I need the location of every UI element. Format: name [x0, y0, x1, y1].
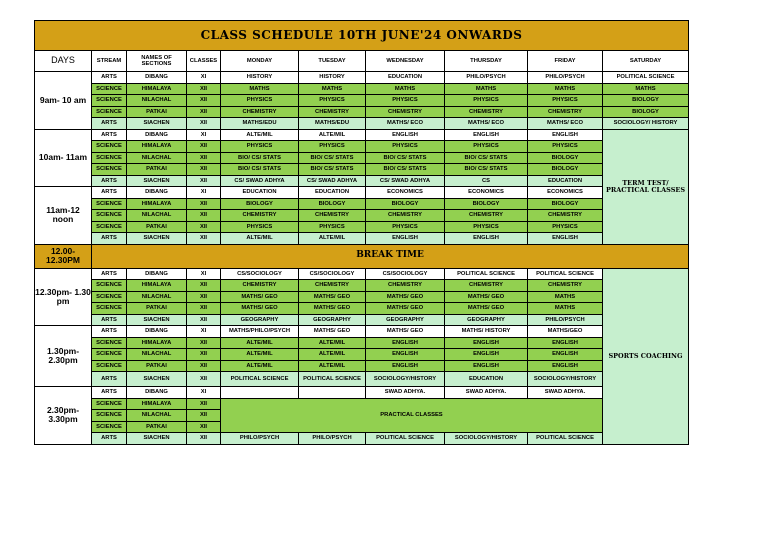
table-row: [35, 433, 689, 445]
class-cell: XII: [187, 175, 221, 187]
class-cell: XII: [187, 141, 221, 153]
subject-cell-mon: MATHS: [221, 83, 299, 95]
section-cell: PATKAI: [127, 106, 187, 118]
class-cell: XII: [187, 152, 221, 164]
subject-cell-wed: BIO/ CS/ STATS: [366, 152, 445, 164]
subject-cell-wed: MATHS/ GEO: [366, 303, 445, 315]
subject-cell-thu: ENGLISH: [445, 337, 528, 349]
subject-cell-tue: PHYSICS: [299, 141, 366, 153]
subject-cell-wed: ENGLISH: [366, 349, 445, 361]
header-saturday: SATURDAY: [603, 51, 689, 72]
saturday-sports-note: SPORTS COACHING: [603, 268, 689, 444]
stream-cell: SCIENCE: [92, 303, 127, 315]
class-cell: XII: [187, 198, 221, 210]
stream-cell: SCIENCE: [92, 141, 127, 153]
section-cell: HIMALAYA: [127, 337, 187, 349]
subject-cell-wed: MATHS/ GEO: [366, 326, 445, 338]
subject-cell-tue: ALTE/MIL: [299, 337, 366, 349]
class-cell: XII: [187, 118, 221, 130]
subject-cell-mon: HISTORY: [221, 72, 299, 84]
subject-cell-thu: PHYSICS: [445, 95, 528, 107]
subject-cell-wed: CS/ SWAD ADHYA: [366, 175, 445, 187]
table-row: [35, 175, 689, 187]
section-cell: SIACHEN: [127, 372, 187, 387]
stream-cell: SCIENCE: [92, 410, 127, 422]
subject-cell-thu: POLITICAL SCIENCE: [445, 268, 528, 280]
subject-cell-fri: CHEMISTRY: [528, 106, 603, 118]
stream-cell: SCIENCE: [92, 83, 127, 95]
table-row: [35, 83, 689, 95]
section-cell: NILACHAL: [127, 349, 187, 361]
header-friday: FRIDAY: [528, 51, 603, 72]
table-row: [35, 372, 689, 387]
subject-cell-sat: POLITICAL SCIENCE: [603, 72, 689, 84]
subject-cell-thu: ENGLISH: [445, 233, 528, 245]
stream-cell: ARTS: [92, 314, 127, 326]
section-cell: SIACHEN: [127, 314, 187, 326]
subject-cell-fri: ENGLISH: [528, 349, 603, 361]
subject-cell-mon: BIO/ CS/ STATS: [221, 164, 299, 176]
header-sections: NAMES OF SECTIONS: [127, 51, 187, 72]
subject-cell-fri: MATHS/ ECO: [528, 118, 603, 130]
subject-cell-thu: SOCIOLOGY/HISTORY: [445, 433, 528, 445]
stream-cell: SCIENCE: [92, 337, 127, 349]
stream-cell: SCIENCE: [92, 421, 127, 433]
subject-cell-tue: PHILO/PSYCH: [299, 433, 366, 445]
stream-cell: SCIENCE: [92, 164, 127, 176]
class-cell: XII: [187, 233, 221, 245]
subject-cell-tue: MATHS/ GEO: [299, 303, 366, 315]
class-cell: XI: [187, 326, 221, 338]
subject-cell-thu: PHILO/PSYCH: [445, 72, 528, 84]
section-cell: HIMALAYA: [127, 198, 187, 210]
class-cell: XII: [187, 314, 221, 326]
table-row: [35, 280, 689, 292]
subject-cell-mon: EDUCATION: [221, 187, 299, 199]
subject-cell-fri: SOCIOLOGY/HISTORY: [528, 372, 603, 387]
class-cell: XI: [187, 268, 221, 280]
subject-cell-wed: BIO/ CS/ STATS: [366, 164, 445, 176]
subject-cell-tue: MATHS: [299, 83, 366, 95]
subject-cell-mon: PHILO/PSYCH: [221, 433, 299, 445]
class-cell: XI: [187, 187, 221, 199]
subject-cell-tue: MATHS/EDU: [299, 118, 366, 130]
stream-cell: ARTS: [92, 118, 127, 130]
subject-cell-fri: EDUCATION: [528, 175, 603, 187]
table-row: [35, 349, 689, 361]
section-cell: HIMALAYA: [127, 280, 187, 292]
table-row: [35, 326, 689, 338]
saturday-term-test-note: TERM TEST/ PRACTICAL CLASSES: [603, 129, 689, 244]
subject-cell-thu: GEOGRAPHY: [445, 314, 528, 326]
subject-cell-mon: ALTE/MIL: [221, 129, 299, 141]
stream-cell: SCIENCE: [92, 152, 127, 164]
subject-cell-thu: ENGLISH: [445, 129, 528, 141]
stream-cell: SCIENCE: [92, 198, 127, 210]
section-cell: DIBANG: [127, 187, 187, 199]
subject-cell-mon: ALTE/MIL: [221, 349, 299, 361]
stream-cell: ARTS: [92, 233, 127, 245]
subject-cell-mon: MATHS/PHILO/PSYCH: [221, 326, 299, 338]
subject-cell-tue: PHYSICS: [299, 95, 366, 107]
header-stream: STREAM: [92, 51, 127, 72]
subject-cell-fri: BIOLOGY: [528, 198, 603, 210]
subject-cell-thu: CHEMISTRY: [445, 280, 528, 292]
section-cell: PATKAI: [127, 421, 187, 433]
table-row: [35, 129, 689, 141]
stream-cell: ARTS: [92, 433, 127, 445]
subject-cell-thu: MATHS/ GEO: [445, 303, 528, 315]
class-cell: XII: [187, 95, 221, 107]
stream-cell: SCIENCE: [92, 280, 127, 292]
section-cell: PATKAI: [127, 303, 187, 315]
table-row: [35, 72, 689, 84]
stream-cell: ARTS: [92, 372, 127, 387]
table-row: [35, 387, 689, 399]
time-slot: 9am- 10 am: [35, 72, 92, 130]
time-slot: 1.30pm- 2.30pm: [35, 326, 92, 387]
time-slot: 11am-12 noon: [35, 187, 92, 245]
header-wednesday: WEDNESDAY: [366, 51, 445, 72]
section-cell: SIACHEN: [127, 175, 187, 187]
subject-cell-sat: SOCIOLOGY/ HISTORY: [603, 118, 689, 130]
section-cell: DIBANG: [127, 72, 187, 84]
table-row: [35, 95, 689, 107]
subject-cell-wed: ECONOMICS: [366, 187, 445, 199]
subject-cell-mon: ALTE/MIL: [221, 337, 299, 349]
subject-cell-tue: CS/ SWAD ADHYA: [299, 175, 366, 187]
subject-cell-tue: POLITICAL SCIENCE: [299, 372, 366, 387]
class-cell: XII: [187, 337, 221, 349]
subject-cell-thu: ECONOMICS: [445, 187, 528, 199]
table-row: [35, 314, 689, 326]
section-cell: DIBANG: [127, 129, 187, 141]
subject-cell-sat: BIOLOGY: [603, 95, 689, 107]
subject-cell-mon: CS/ SWAD ADHYA: [221, 175, 299, 187]
subject-cell-tue: ALTE/MIL: [299, 360, 366, 372]
header-thursday: THURSDAY: [445, 51, 528, 72]
section-cell: DIBANG: [127, 387, 187, 399]
stream-cell: SCIENCE: [92, 221, 127, 233]
subject-cell-tue: ALTE/MIL: [299, 129, 366, 141]
subject-cell-mon: CS/SOCIOLOGY: [221, 268, 299, 280]
class-cell: XII: [187, 421, 221, 433]
subject-cell-fri: PHYSICS: [528, 221, 603, 233]
subject-cell-fri: ENGLISH: [528, 337, 603, 349]
schedule-title: CLASS SCHEDULE 10TH JUNE'24 ONWARDS: [35, 21, 689, 51]
subject-cell-fri: MATHS/GEO: [528, 326, 603, 338]
subject-cell-thu: PHYSICS: [445, 221, 528, 233]
time-slot: 10am- 11am: [35, 129, 92, 187]
subject-cell-thu: BIO/ CS/ STATS: [445, 152, 528, 164]
subject-cell-mon: PHYSICS: [221, 141, 299, 153]
stream-cell: ARTS: [92, 268, 127, 280]
subject-cell-wed: GEOGRAPHY: [366, 314, 445, 326]
section-cell: NILACHAL: [127, 210, 187, 222]
table-row: [35, 106, 689, 118]
subject-cell-wed: ENGLISH: [366, 337, 445, 349]
stream-cell: ARTS: [92, 72, 127, 84]
subject-cell-wed: PHYSICS: [366, 95, 445, 107]
subject-cell-tue: ALTE/MIL: [299, 349, 366, 361]
subject-cell-fri: PHILO/PSYCH: [528, 72, 603, 84]
subject-cell-fri: BIOLOGY: [528, 164, 603, 176]
table-row: [35, 118, 689, 130]
stream-cell: SCIENCE: [92, 291, 127, 303]
table-row: [35, 164, 689, 176]
section-cell: SIACHEN: [127, 233, 187, 245]
section-cell: PATKAI: [127, 221, 187, 233]
subject-cell-sat: MATHS: [603, 83, 689, 95]
subject-cell-mon: PHYSICS: [221, 95, 299, 107]
subject-cell-thu: MATHS/ HISTORY: [445, 326, 528, 338]
subject-cell-fri: ECONOMICS: [528, 187, 603, 199]
subject-cell-thu: PHYSICS: [445, 141, 528, 153]
subject-cell-mon: MATHS/ GEO: [221, 303, 299, 315]
subject-cell-mon: CHEMISTRY: [221, 280, 299, 292]
stream-cell: ARTS: [92, 129, 127, 141]
subject-cell-fri: MATHS: [528, 83, 603, 95]
section-cell: NILACHAL: [127, 410, 187, 422]
subject-cell-sat: BIOLOGY: [603, 106, 689, 118]
subject-cell-fri: SWAD ADHYA.: [528, 387, 603, 399]
table-row: [35, 187, 689, 199]
table-row: [35, 268, 689, 280]
subject-cell-fri: CHEMISTRY: [528, 280, 603, 292]
subject-cell-fri: ENGLISH: [528, 129, 603, 141]
stream-cell: SCIENCE: [92, 360, 127, 372]
subject-cell-mon: CHEMISTRY: [221, 210, 299, 222]
stream-cell: SCIENCE: [92, 210, 127, 222]
class-cell: XII: [187, 291, 221, 303]
subject-cell-fri: MATHS: [528, 291, 603, 303]
subject-cell-tue: ALTE/MIL: [299, 233, 366, 245]
class-cell: XI: [187, 387, 221, 399]
subject-cell-fri: PHYSICS: [528, 95, 603, 107]
section-cell: NILACHAL: [127, 291, 187, 303]
break-time-label: BREAK TIME: [92, 244, 689, 268]
subject-cell-mon: [221, 387, 299, 399]
table-row: [35, 291, 689, 303]
subject-cell-tue: MATHS/ GEO: [299, 326, 366, 338]
stream-cell: ARTS: [92, 187, 127, 199]
subject-cell-thu: CHEMISTRY: [445, 106, 528, 118]
class-cell: XII: [187, 410, 221, 422]
subject-cell-mon: PHYSICS: [221, 221, 299, 233]
table-row: [35, 152, 689, 164]
subject-cell-fri: PHYSICS: [528, 141, 603, 153]
subject-cell-wed: ENGLISH: [366, 233, 445, 245]
subject-cell-tue: EDUCATION: [299, 187, 366, 199]
table-row: [35, 141, 689, 153]
subject-cell-tue: CHEMISTRY: [299, 280, 366, 292]
subject-cell-tue: GEOGRAPHY: [299, 314, 366, 326]
section-cell: NILACHAL: [127, 152, 187, 164]
subject-cell-wed: POLITICAL SCIENCE: [366, 433, 445, 445]
subject-cell-mon: GEOGRAPHY: [221, 314, 299, 326]
subject-cell-wed: SOCIOLOGY/HISTORY: [366, 372, 445, 387]
subject-cell-wed: CHEMISTRY: [366, 106, 445, 118]
subject-cell-wed: MATHS: [366, 83, 445, 95]
stream-cell: ARTS: [92, 175, 127, 187]
subject-cell-thu: BIO/ CS/ STATS: [445, 164, 528, 176]
subject-cell-mon: BIO/ CS/ STATS: [221, 152, 299, 164]
subject-cell-tue: [299, 387, 366, 399]
subject-cell-wed: BIOLOGY: [366, 198, 445, 210]
class-cell: XII: [187, 303, 221, 315]
section-cell: HIMALAYA: [127, 141, 187, 153]
section-cell: HIMALAYA: [127, 398, 187, 410]
subject-cell-fri: POLITICAL SCIENCE: [528, 268, 603, 280]
subject-cell-thu: ENGLISH: [445, 349, 528, 361]
header-days: DAYS: [35, 51, 92, 72]
subject-cell-wed: CHEMISTRY: [366, 210, 445, 222]
subject-cell-wed: SWAD ADHYA.: [366, 387, 445, 399]
subject-cell-fri: BIOLOGY: [528, 152, 603, 164]
stream-cell: SCIENCE: [92, 349, 127, 361]
subject-cell-wed: ENGLISH: [366, 360, 445, 372]
subject-cell-tue: PHYSICS: [299, 221, 366, 233]
subject-cell-tue: CHEMISTRY: [299, 106, 366, 118]
class-cell: XII: [187, 83, 221, 95]
subject-cell-mon: BIOLOGY: [221, 198, 299, 210]
stream-cell: SCIENCE: [92, 95, 127, 107]
subject-cell-mon: ALTE/MIL: [221, 233, 299, 245]
subject-cell-thu: ENGLISH: [445, 360, 528, 372]
subject-cell-wed: PHYSICS: [366, 141, 445, 153]
subject-cell-tue: BIOLOGY: [299, 198, 366, 210]
class-cell: XII: [187, 164, 221, 176]
subject-cell-mon: POLITICAL SCIENCE: [221, 372, 299, 387]
section-cell: NILACHAL: [127, 95, 187, 107]
header-classes: CLASSES: [187, 51, 221, 72]
subject-cell-tue: BIO/ CS/ STATS: [299, 164, 366, 176]
subject-cell-mon: ALTE/MIL: [221, 360, 299, 372]
subject-cell-mon: MATHS/ GEO: [221, 291, 299, 303]
class-schedule-table: [34, 20, 689, 445]
section-cell: PATKAI: [127, 164, 187, 176]
subject-cell-thu: MATHS: [445, 83, 528, 95]
subject-cell-mon: MATHS/EDU: [221, 118, 299, 130]
subject-cell-wed: MATHS/ ECO: [366, 118, 445, 130]
class-cell: XII: [187, 433, 221, 445]
section-cell: SIACHEN: [127, 118, 187, 130]
class-cell: XII: [187, 106, 221, 118]
subject-cell-fri: ENGLISH: [528, 360, 603, 372]
class-cell: XII: [187, 398, 221, 410]
subject-cell-wed: EDUCATION: [366, 72, 445, 84]
stream-cell: ARTS: [92, 326, 127, 338]
subject-cell-fri: PHILO/PSYCH: [528, 314, 603, 326]
table-row: [35, 233, 689, 245]
class-cell: XI: [187, 72, 221, 84]
class-cell: XII: [187, 210, 221, 222]
subject-cell-fri: POLITICAL SCIENCE: [528, 433, 603, 445]
stream-cell: SCIENCE: [92, 106, 127, 118]
table-row: [35, 221, 689, 233]
subject-cell-thu: EDUCATION: [445, 372, 528, 387]
section-cell: DIBANG: [127, 326, 187, 338]
header-monday: MONDAY: [221, 51, 299, 72]
subject-cell-tue: MATHS/ GEO: [299, 291, 366, 303]
table-row: [35, 303, 689, 315]
stream-cell: ARTS: [92, 387, 127, 399]
table-row: [35, 360, 689, 372]
subject-cell-mon: CHEMISTRY: [221, 106, 299, 118]
class-cell: XII: [187, 360, 221, 372]
subject-cell-wed: ENGLISH: [366, 129, 445, 141]
class-cell: XII: [187, 349, 221, 361]
subject-cell-thu: CS: [445, 175, 528, 187]
practical-classes-cell: PRACTICAL CLASSES: [221, 398, 603, 433]
subject-cell-thu: MATHS/ ECO: [445, 118, 528, 130]
class-cell: XI: [187, 129, 221, 141]
table-row: [35, 337, 689, 349]
subject-cell-wed: PHYSICS: [366, 221, 445, 233]
subject-cell-wed: CS/SOCIOLOGY: [366, 268, 445, 280]
subject-cell-tue: CHEMISTRY: [299, 210, 366, 222]
time-slot: 12.30pm- 1.30 pm: [35, 268, 92, 326]
subject-cell-wed: CHEMISTRY: [366, 280, 445, 292]
subject-cell-fri: MATHS: [528, 303, 603, 315]
subject-cell-tue: BIO/ CS/ STATS: [299, 152, 366, 164]
header-tuesday: TUESDAY: [299, 51, 366, 72]
class-cell: XII: [187, 372, 221, 387]
section-cell: DIBANG: [127, 268, 187, 280]
subject-cell-thu: CHEMISTRY: [445, 210, 528, 222]
class-cell: XII: [187, 221, 221, 233]
subject-cell-thu: MATHS/ GEO: [445, 291, 528, 303]
table-row: [35, 198, 689, 210]
subject-cell-thu: SWAD ADHYA.: [445, 387, 528, 399]
table-row: [35, 210, 689, 222]
subject-cell-fri: ENGLISH: [528, 233, 603, 245]
subject-cell-fri: CHEMISTRY: [528, 210, 603, 222]
table-row: [35, 398, 689, 410]
subject-cell-wed: MATHS/ GEO: [366, 291, 445, 303]
section-cell: HIMALAYA: [127, 83, 187, 95]
section-cell: PATKAI: [127, 360, 187, 372]
class-cell: XII: [187, 280, 221, 292]
subject-cell-tue: HISTORY: [299, 72, 366, 84]
subject-cell-tue: CS/SOCIOLOGY: [299, 268, 366, 280]
time-slot: 2.30pm- 3.30pm: [35, 387, 92, 445]
section-cell: SIACHEN: [127, 433, 187, 445]
time-slot-break: 12.00- 12.30PM: [35, 244, 92, 268]
subject-cell-thu: BIOLOGY: [445, 198, 528, 210]
stream-cell: SCIENCE: [92, 398, 127, 410]
